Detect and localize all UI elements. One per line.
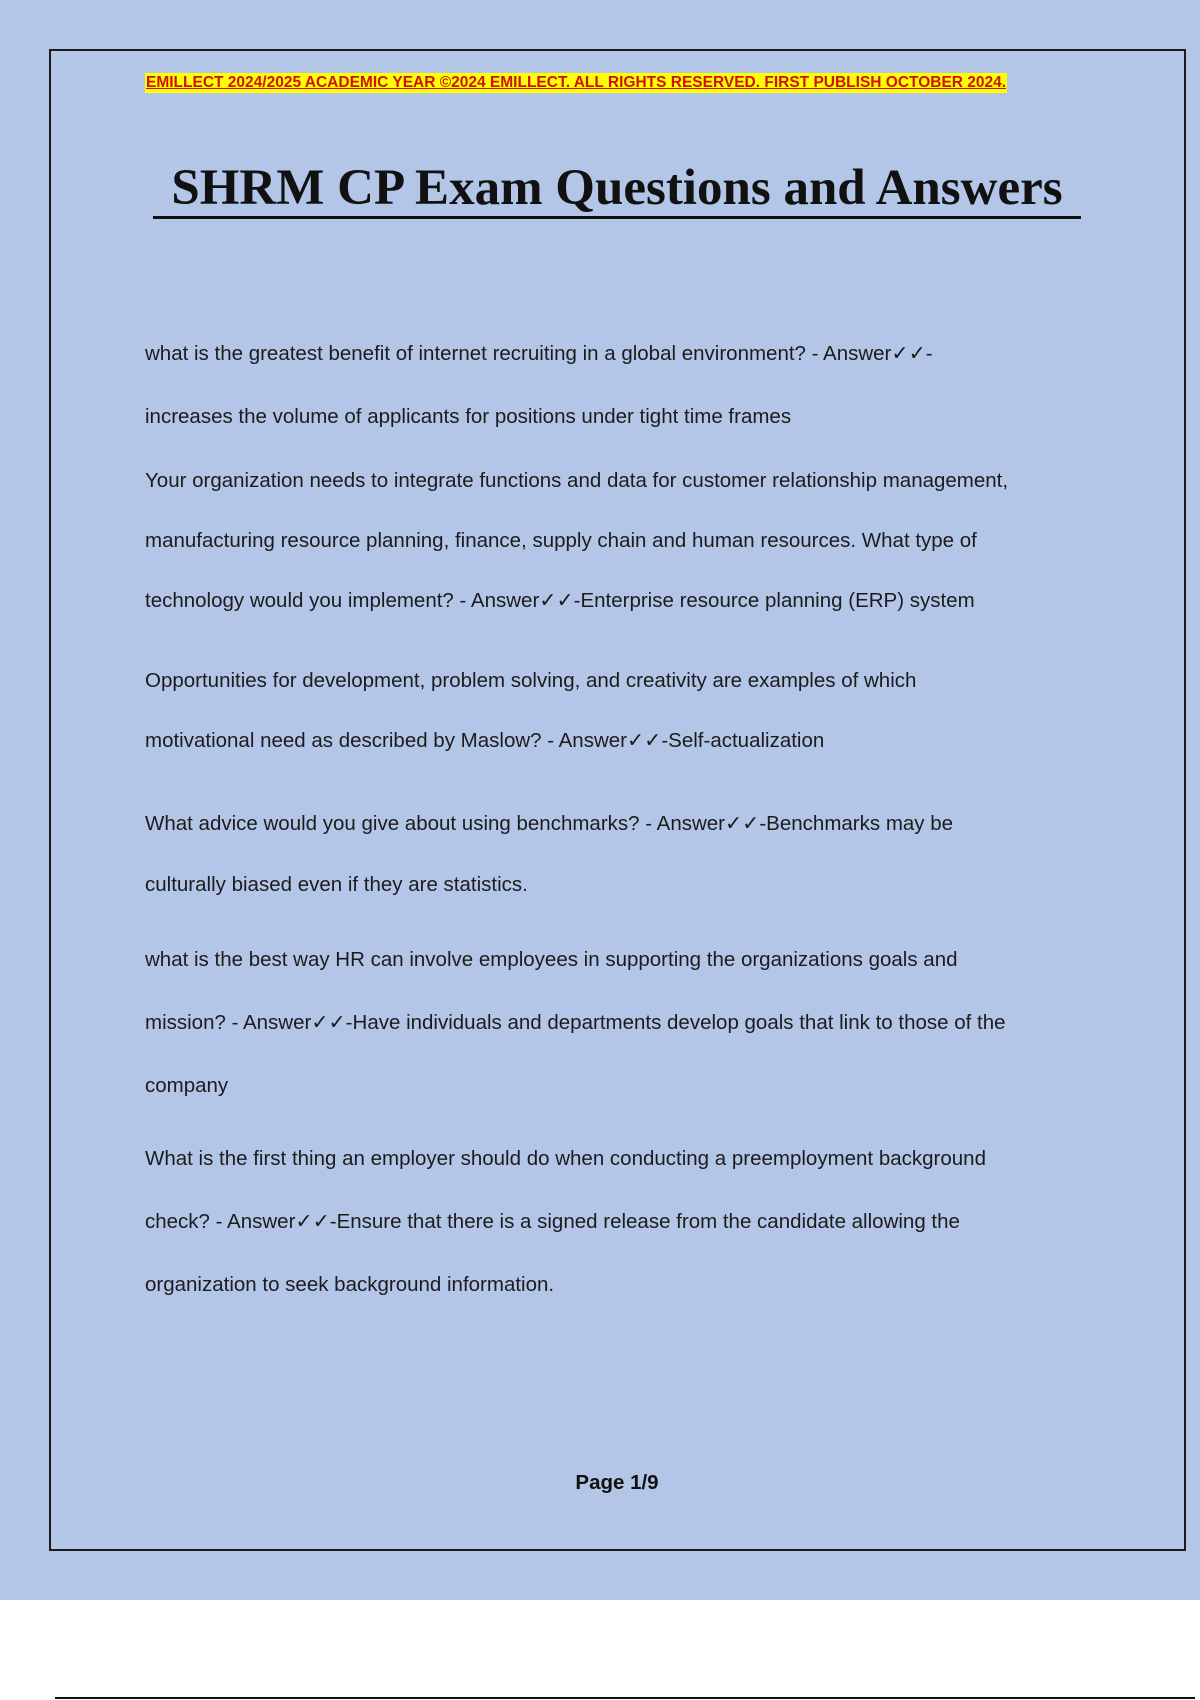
qa-line: what is the best way HR can involve employees in supporting the organizations goals and	[145, 948, 958, 971]
qa-line: Opportunities for development, problem solving, and creativity are examples of which	[145, 669, 917, 692]
qa-line: organization to seek background information.	[145, 1273, 555, 1296]
qa-line: mission? - Answer✓✓-Have individuals and departments develop goals that link to those of the	[145, 1011, 1006, 1034]
qa-line: What advice would you give about using benchmarks? - Answer✓✓-Benchmarks may be	[145, 812, 954, 835]
qa-line: Your organization needs to integrate functions and data for customer relationship management,	[145, 469, 1009, 492]
qa-line: what is the greatest benefit of internet recruiting in a global environment? - Answer✓✓-	[145, 342, 933, 365]
qa-line: What is the first thing an employer should do when conducting a preemployment background	[145, 1147, 986, 1170]
qa-line: company	[145, 1074, 229, 1097]
copyright-banner: EMILLECT 2024/2025 ACADEMIC YEAR ©2024 EMILLECT. ALL RIGHTS RESERVED. FIRST PUBLISH OCTOBER 2024.	[146, 74, 1007, 91]
qa-item	[145, 651, 1090, 771]
qa-line: culturally biased even if they are statistics.	[145, 873, 528, 896]
qa-line: motivational need as described by Maslow? - Answer✓✓-Self-actualization	[145, 729, 825, 752]
qa-line: technology would you implement? - Answer✓✓-Enterprise resource planning (ERP) system	[145, 589, 975, 612]
qa-item	[145, 322, 1090, 448]
qa-item	[145, 451, 1090, 631]
page-divider	[55, 1697, 1195, 1699]
qa-item	[145, 793, 1090, 915]
qa-item	[145, 1127, 1090, 1316]
qa-line: manufacturing resource planning, finance, supply chain and human resources. What type of	[145, 529, 977, 552]
title-underline	[153, 216, 1081, 219]
qa-line: check? - Answer✓✓-Ensure that there is a signed release from the candidate allowing the	[145, 1210, 960, 1233]
qa-item	[145, 928, 1090, 1117]
document-title: SHRM CP Exam Questions and Answers	[171, 160, 1063, 216]
page-number: Page 1/9	[575, 1471, 659, 1494]
qa-line: increases the volume of applicants for positions under tight time frames	[145, 405, 792, 428]
